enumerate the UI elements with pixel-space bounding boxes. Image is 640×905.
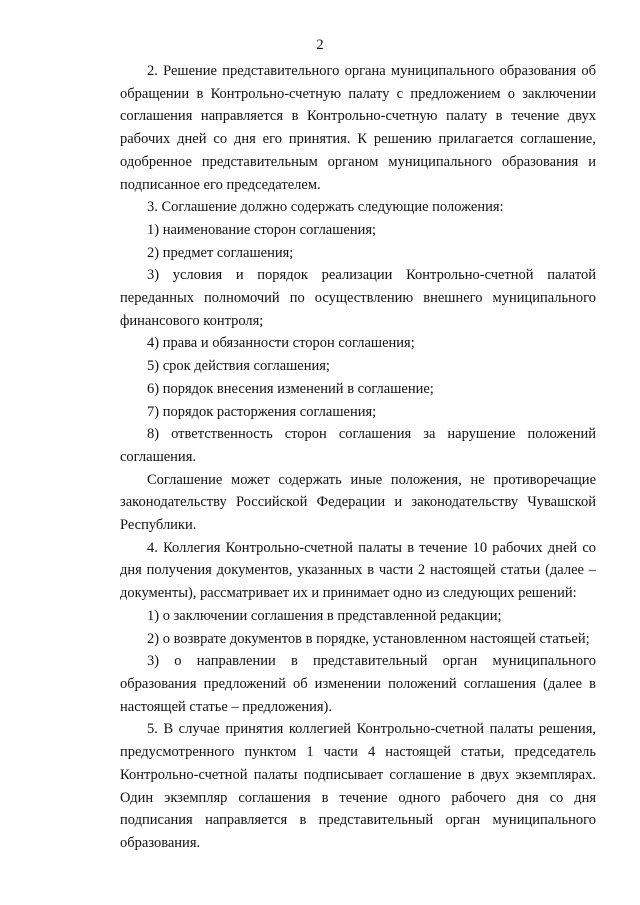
paragraph-part-4: 4. Коллегия Контрольно-счетной палаты в течение 10 рабочих дней со дня получения документов, указанных в части 2 настоящей статьи (далее – документы), рассматривает их и принимает одно из следующих решений: — [120, 539, 596, 602]
paragraph-other-provisions: Соглашение может содержать иные положения, не противоречащие законодательству Российской Федерации и законодательству Чувашской Республики. — [120, 471, 596, 534]
list-item: 4) права и обязанности сторон соглашения; — [147, 335, 415, 352]
page-number: 2 — [316, 37, 324, 53]
list-item: 6) порядок внесения изменений в соглашение; — [147, 380, 434, 397]
list-item: 2) о возврате документов в порядке, установленном настоящей статьей; — [147, 630, 590, 647]
list-item: 3) условия и порядок реализации Контрольно-счетной палатой переданных полномочий по осуществлению внешнего муниципального финансового контроля; — [120, 267, 596, 329]
list-item: 3) о направлении в представительный орган муниципального образования предложений об изменении положений соглашения (далее в настоящей статье – предложения). — [120, 653, 596, 715]
paragraph-part-2: 2. Решение представительного органа муниципального образования об обращении в Контрольно-счетную палату с предложением о заключении соглашения направляется в Контрольно-счетную палату в течение двух рабочих дней со дня его принятия. К решению прилагается соглашение, одобренное представительным органом муниципального образования и подписанное его председателем. — [120, 63, 596, 193]
paragraph-part-5: 5. В случае принятия коллегией Контрольно-счетной палаты решения, предусмотренного пунктом 1 части 4 настоящей статьи, председатель Контрольно-счетной палаты подписывает соглашение в двух экземплярах. Один экземпляр соглашения в течение одного рабочего дня со дня подписания направляется в представительный орган муниципального образования. — [120, 721, 596, 851]
document-body — [120, 60, 596, 855]
list-item: 8) ответственность сторон соглашения за нарушение положений соглашения. — [120, 426, 596, 465]
list-item: 5) срок действия соглашения; — [147, 358, 330, 375]
list-item: 1) наименование сторон соглашения; — [147, 221, 377, 238]
list-item: 7) порядок расторжения соглашения; — [147, 403, 377, 420]
list-item: 1) о заключении соглашения в представленной редакции; — [147, 607, 502, 624]
paragraph-part-3: 3. Соглашение должно содержать следующие положения: — [147, 199, 504, 216]
list-item: 2) предмет соглашения; — [147, 244, 294, 261]
